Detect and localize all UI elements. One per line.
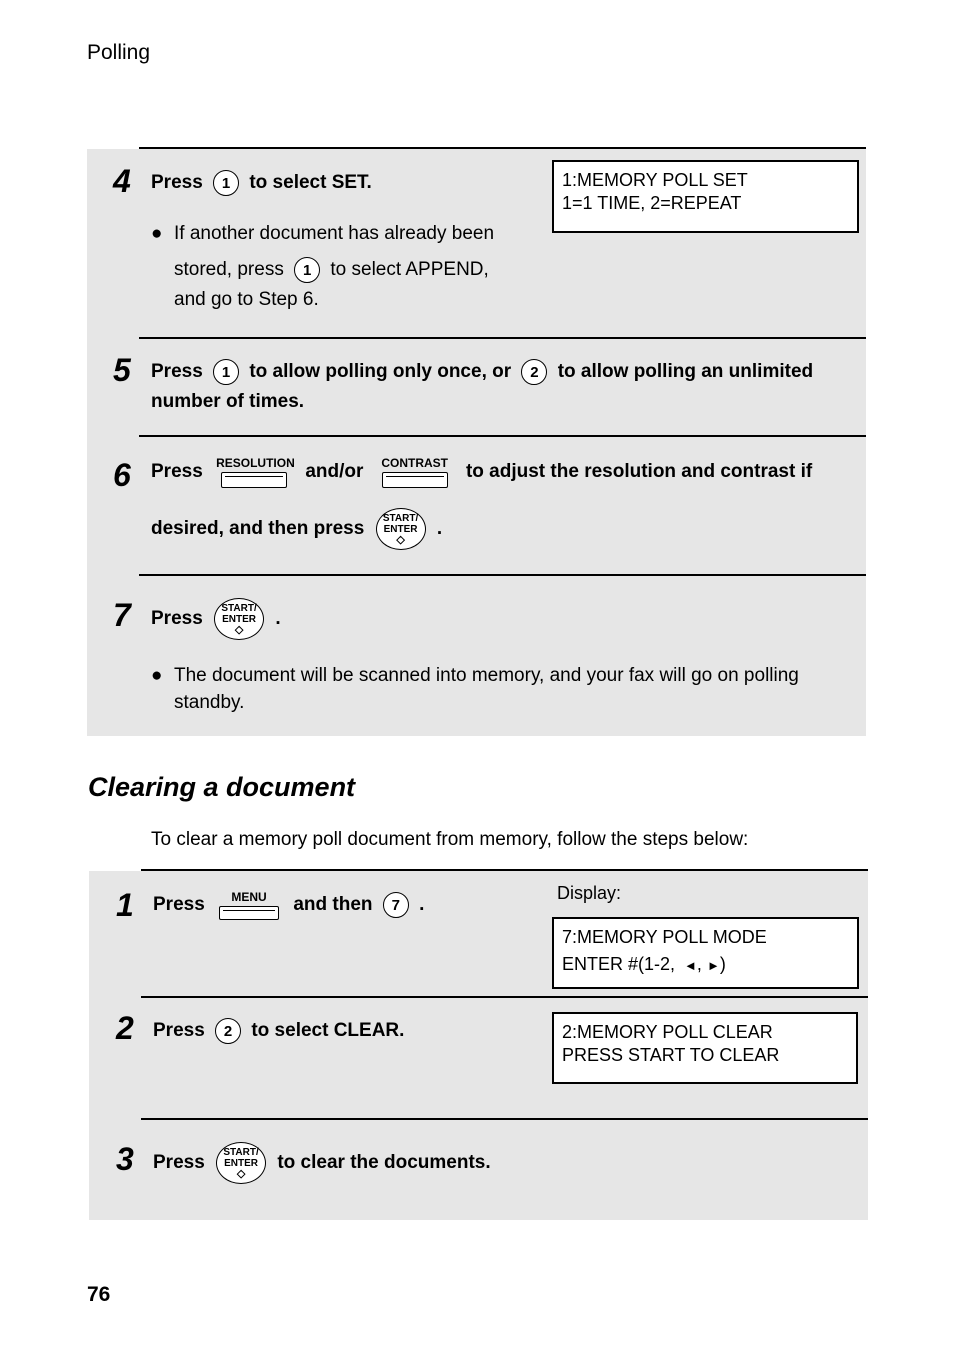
clear-step-3-instruction <box>153 1142 491 1184</box>
period-text: . <box>275 608 281 630</box>
step1-rule <box>141 869 868 871</box>
start-key-label: START/ <box>221 603 257 614</box>
note-text: to select APPEND, <box>330 259 489 281</box>
display-text: , <box>696 954 702 974</box>
step-6-line2 <box>151 508 442 550</box>
step-6-text: to adjust the resolution and contrast if <box>465 461 813 483</box>
start-key-label: ENTER <box>224 1158 259 1169</box>
start-key-symbol: ◇ <box>396 534 405 546</box>
lcd-display <box>552 917 859 989</box>
press-text: Press <box>151 172 203 194</box>
running-header: Polling <box>87 41 151 64</box>
start-key-label: START/ <box>382 513 419 524</box>
right-arrow-icon: ► <box>706 958 720 973</box>
step-6-number: 6 <box>113 457 131 493</box>
display-line <box>562 952 849 978</box>
step4-rule <box>139 147 866 149</box>
page-number: 76 <box>87 1283 111 1306</box>
menu-key-icon <box>218 890 280 920</box>
step-5-instruction <box>151 359 813 385</box>
press-text: Press <box>153 1020 205 1042</box>
step-4-instruction <box>151 170 372 196</box>
step-6-instruction <box>151 456 812 488</box>
step-text: to clear the documents. <box>277 1152 491 1174</box>
key-2-icon: 2 <box>215 1018 241 1044</box>
display-line: 1=1 TIME, 2=REPEAT <box>562 193 742 213</box>
key-2-icon: 2 <box>521 359 547 385</box>
bullet-icon: ● <box>151 665 163 686</box>
start-key-symbol: ◇ <box>236 1168 246 1180</box>
step-4-text: to select SET. <box>249 172 372 194</box>
clear-step-2-number: 2 <box>116 1010 134 1046</box>
contrast-key-label: CONTRAST <box>381 456 449 470</box>
press-text: Press <box>153 894 205 916</box>
period-text: . <box>436 518 443 540</box>
left-arrow-icon: ◄ <box>684 958 697 973</box>
display-text: ENTER #(1-2, <box>562 954 676 974</box>
start-enter-key-icon <box>216 1142 266 1184</box>
resolution-key-icon <box>216 456 295 488</box>
press-text: Press <box>151 461 203 483</box>
step5-rule <box>139 337 866 339</box>
step-4-note-line1: If another document has already been <box>174 223 495 244</box>
display-text: ) <box>719 954 726 974</box>
key-1-icon: 1 <box>294 257 320 283</box>
period-text: . <box>419 894 425 916</box>
step-7-note-line1: The document will be scanned into memory, and your fax will go on polling <box>174 665 799 686</box>
display-line: 2:MEMORY POLL CLEAR <box>562 1022 773 1042</box>
key-1-icon: 1 <box>213 170 239 196</box>
display-label: Display: <box>557 883 622 903</box>
bullet-icon: ● <box>151 223 163 244</box>
clear-step-3-number: 3 <box>116 1141 134 1177</box>
press-text: Press <box>153 1152 205 1174</box>
step-5-text: to allow polling an unlimited <box>557 361 814 383</box>
start-enter-key-icon <box>214 598 264 640</box>
step-7-instruction <box>151 598 281 640</box>
lcd-display <box>552 1012 858 1084</box>
resolution-key-label: RESOLUTION <box>216 456 295 470</box>
and-then-text: and then <box>293 894 373 916</box>
step-6-text: desired, and then press <box>151 518 365 540</box>
step-5-line2: number of times. <box>151 391 305 412</box>
note-text: stored, press <box>174 259 284 281</box>
press-text: Press <box>151 608 203 630</box>
step-4-number: 4 <box>113 163 131 199</box>
step3-rule <box>141 1118 868 1120</box>
step-4-note-line2 <box>174 257 489 283</box>
step6-rule <box>139 435 866 437</box>
step-4-note-line3: and go to Step 6. <box>174 289 319 310</box>
section-intro: To clear a memory poll document from memory, follow the steps below: <box>151 829 749 850</box>
display-line: PRESS START TO CLEAR <box>562 1045 780 1065</box>
clear-step-2-instruction <box>153 1018 404 1044</box>
andor-text: and/or <box>305 461 364 483</box>
step-7-note-line2: standby. <box>174 692 245 713</box>
start-key-label: ENTER <box>383 524 418 535</box>
press-text: Press <box>151 361 203 383</box>
step-5-number: 5 <box>113 352 131 388</box>
step-5-text: to allow polling only once, or <box>249 361 512 383</box>
step-7-number: 7 <box>113 597 131 633</box>
contrast-key-icon <box>377 456 453 488</box>
key-1-icon: 1 <box>213 359 239 385</box>
step-text: to select CLEAR. <box>251 1020 405 1042</box>
start-key-symbol: ◇ <box>234 624 244 636</box>
menu-key-label: MENU <box>231 890 267 904</box>
step2-rule <box>141 996 868 998</box>
display-line: 1:MEMORY POLL SET <box>562 170 748 190</box>
clear-step-1-instruction <box>153 890 424 920</box>
step7-rule <box>139 574 866 576</box>
lcd-display <box>552 160 859 233</box>
clear-step-1-number: 1 <box>116 887 134 923</box>
start-key-label: START/ <box>223 1147 259 1158</box>
key-7-icon: 7 <box>383 892 409 918</box>
section-title: Clearing a document <box>88 772 356 802</box>
start-key-label: ENTER <box>222 614 257 625</box>
start-enter-key-icon <box>376 508 426 550</box>
display-line: 7:MEMORY POLL MODE <box>562 927 767 947</box>
